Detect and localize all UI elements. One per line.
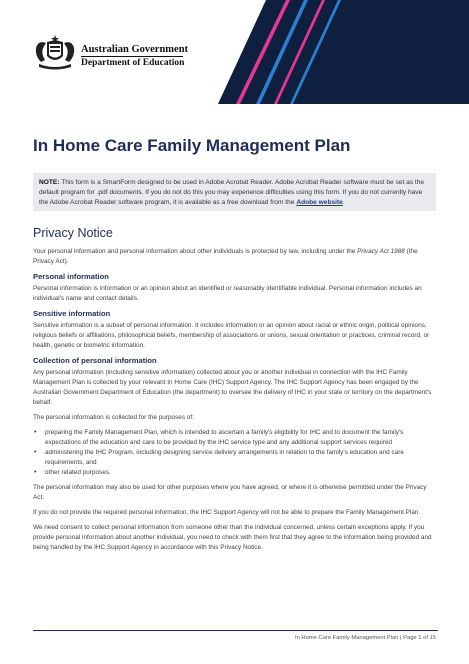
- personal-info-heading: Personal information: [33, 272, 109, 281]
- purposes-list: [33, 428, 438, 478]
- other-uses-text: The personal information may also be used for other purposes where you have agreed, or where it is otherwise permitted under the Privacy Act.: [33, 484, 427, 501]
- sensitive-info-text: Sensitive information is a subset of personal information. It includes information or an opinion about racial or ethnic origin, political opinions, religious beliefs or affiliations, philosophical beliefs, membership of associations or unions, sexual orientation or practices, criminal record, or health, genetic or biometric information.: [33, 322, 430, 349]
- privacy-act-name: Privacy Act 1988: [357, 248, 405, 255]
- list-item: • administering the IHC Program, including designing service delivery arrangements in relation to the family's education and care requirements, and: [33, 448, 438, 468]
- page-footer: In Home Care Family Management Plan | Page 1 of 15: [294, 635, 436, 641]
- personal-info-text: Personal information is information or an opinion about an identified or reasonably identifiable individual. Personal information includes an individual's name and contact details.: [33, 285, 422, 302]
- privacy-intro-text: Your personal information and personal information about other individuals is protected by law, including under the: [33, 248, 358, 255]
- government-name: Australian Government: [81, 44, 189, 55]
- collection-text: Any personal information (including sensitive information) collected about you or another individual in connection with the IHC Family Management Plan is collected by your relevant In Home Care (IHC) Support Agency. The IHC Support Agency has been engaged by the Australian Government Department of Education (the department) to oversee the delivery of IHC in your state or territory on the department's behalf.: [33, 369, 432, 406]
- government-logo: [33, 34, 189, 74]
- privacy-heading: Privacy Notice: [33, 226, 113, 240]
- note-text: This form is a SmartForm designed to be used in Adobe Acrobat Reader. Adobe Acrobat Reader software must be set as the default program for .pdf documents. If you do not do this you may experience difficulties using this form. If you do not currently have the Adobe Acrobat Reader software program, it is available as a free download from the: [39, 179, 425, 206]
- page-title: In Home Care Family Management Plan: [33, 136, 351, 155]
- collection-heading: Collection of personal information: [33, 356, 157, 365]
- privacy-notice: [33, 226, 438, 558]
- adobe-website-link[interactable]: Adobe website: [296, 199, 343, 206]
- logo-divider: [81, 56, 183, 57]
- note-end: .: [342, 199, 345, 206]
- list-item: • preparing the Family Management Plan, which is intended to ascertain a family's eligibility for IHC and to document the family's expectations of the education and care to be provided by the IHC service type and any additional support services required: [33, 428, 438, 448]
- department-name: Department of Education: [81, 58, 185, 68]
- header-graphic: [200, 0, 469, 104]
- note-box: [33, 173, 436, 211]
- privacy-intro: [33, 247, 438, 267]
- purposes-intro: The personal information is collected for the purposes of:: [33, 414, 194, 421]
- privacy-intro-end: (the Privacy Act).: [33, 248, 418, 265]
- footer-divider: [33, 630, 438, 631]
- note-label: NOTE:: [39, 179, 60, 186]
- sensitive-info-heading: Sensitive information: [33, 309, 111, 318]
- page-header: [0, 0, 469, 104]
- list-item: • other related purposes.: [33, 468, 438, 478]
- not-provide-text: If you do not provide the required personal information, the IHC Support Agency will not be able to prepare the Family Management Plan.: [33, 509, 421, 516]
- coat-of-arms-icon: [33, 34, 77, 72]
- consent-text: We need consent to collect personal information from someone other than the individual concerned, unless certain exceptions apply. If you provide personal information about another individual, you need to check with them first that they agree to the information being provided and being handled by the IHC Support Agency in accordance with this Privacy Notice.: [33, 524, 432, 551]
